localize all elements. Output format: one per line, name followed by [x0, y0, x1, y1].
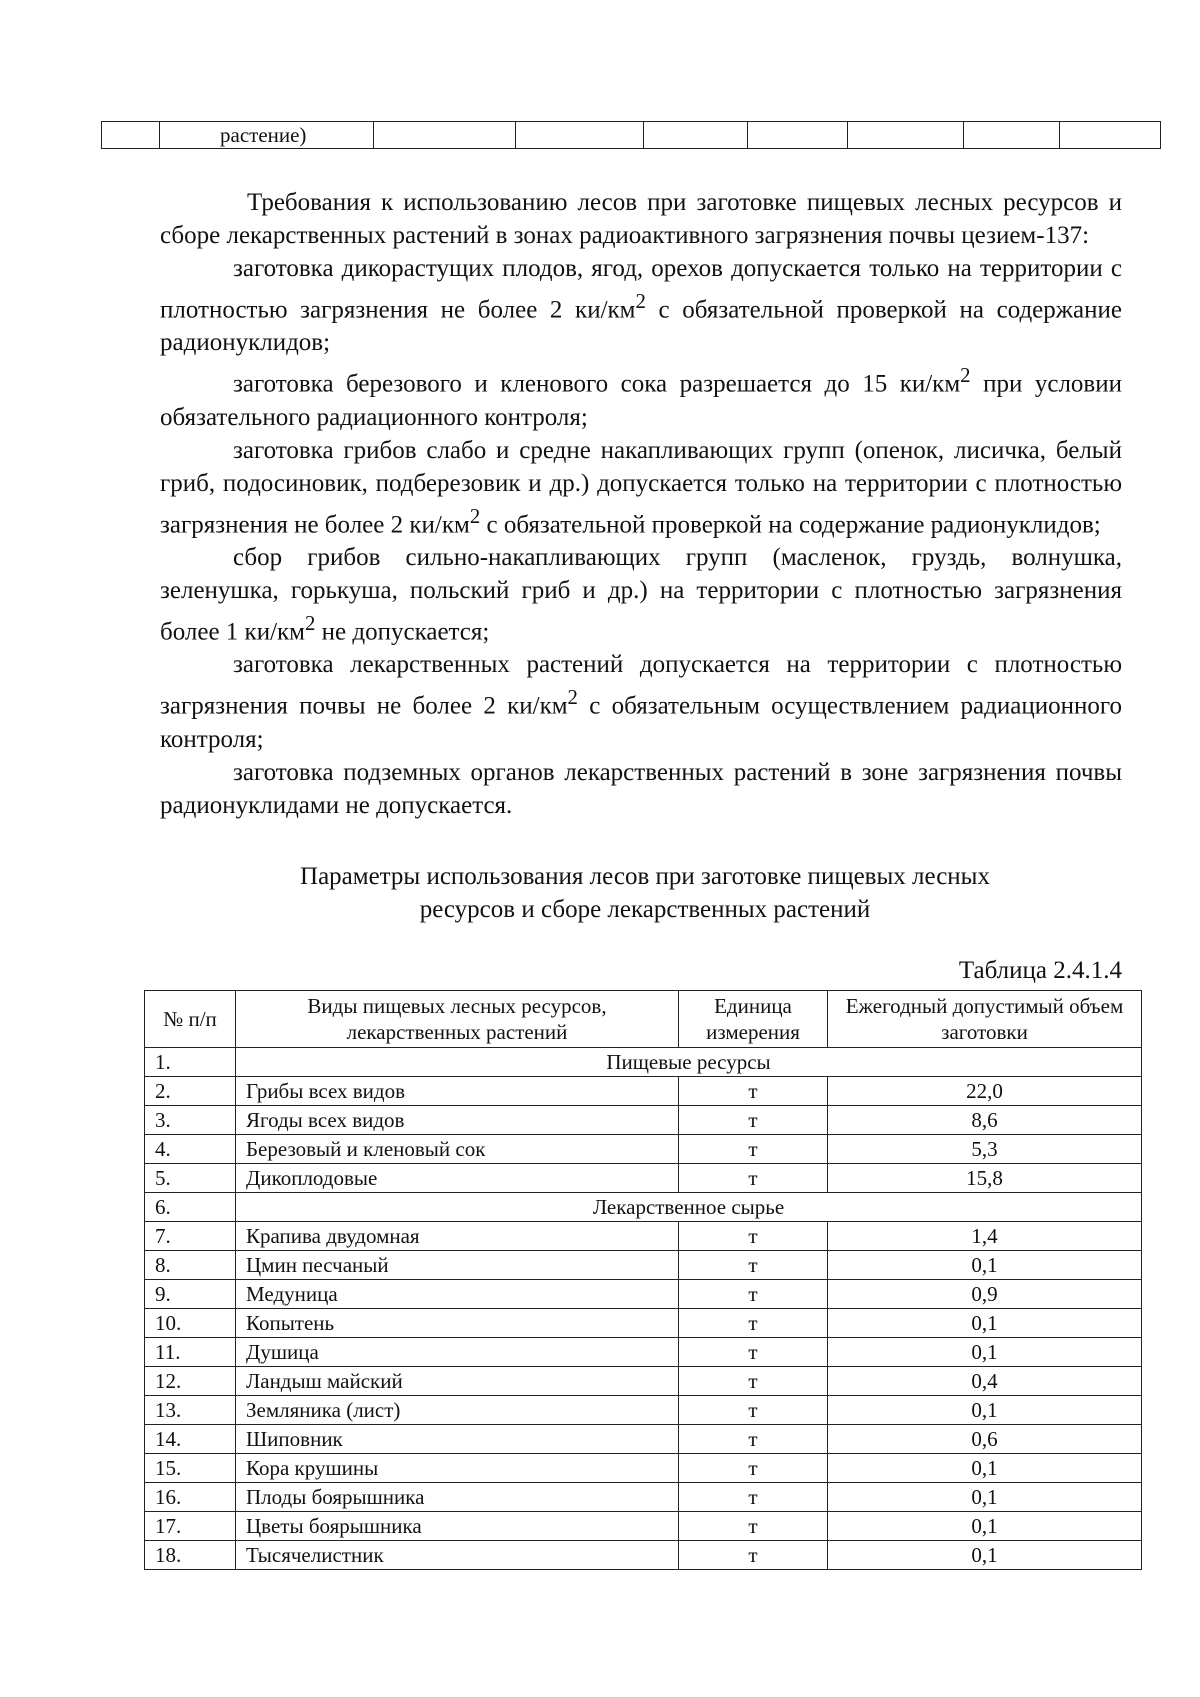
requirement-item: заготовка подземных органов лекарственных растений в зоне загрязнения почвы радионуклидами не допускается. [160, 758, 1122, 819]
volume-cell: 5,3 [828, 1135, 1142, 1164]
requirement-text: заготовка лекарственных растений допускается на территории с плотностью загрязнения почвы не более 2 ки/км [160, 651, 1122, 720]
row-number: 9. [145, 1280, 236, 1309]
table-cell [748, 122, 848, 149]
requirement-text: сбор грибов сильно-накапливающих групп (масленок, груздь, волнушка, зеленушка, горькуша, польский гриб и др.) на территории с плотностью загрязнения более 1 ки/км [160, 543, 1122, 646]
superscript: 2 [567, 685, 578, 710]
volume-cell: 0,9 [828, 1280, 1142, 1309]
superscript: 2 [635, 289, 646, 313]
unit-cell: т [679, 1135, 828, 1164]
row-number: 6. [145, 1193, 236, 1222]
table-title-line: Параметры использования лесов при заготовке пищевых лесных [300, 863, 990, 890]
row-number: 11. [145, 1338, 236, 1367]
resource-name: Кора крушины [236, 1454, 679, 1483]
row-number: 12. [145, 1367, 236, 1396]
table-title [170, 860, 1120, 926]
volume-cell: 15,8 [828, 1164, 1142, 1193]
header-volume: Ежегодный допустимый объем заготовки [828, 991, 1142, 1048]
table-body [145, 1048, 1142, 1570]
resource-name: Грибы всех видов [236, 1077, 679, 1106]
requirement-text: не допускается; [315, 618, 490, 646]
unit-cell: т [679, 1396, 828, 1425]
volume-cell: 0,1 [828, 1338, 1142, 1367]
table-cell [964, 122, 1060, 149]
table-title-line: ресурсов и сборе лекарственных растений [419, 896, 871, 923]
table-row [145, 1222, 1142, 1251]
table-cell [516, 122, 644, 149]
table-row [145, 1367, 1142, 1396]
unit-cell: т [679, 1251, 828, 1280]
requirement-item [160, 434, 1122, 541]
table-row [145, 1280, 1142, 1309]
row-number: 5. [145, 1164, 236, 1193]
unit-cell: т [679, 1454, 828, 1483]
superscript: 2 [305, 610, 316, 635]
previous-table-fragment [101, 121, 1161, 149]
table-cell [374, 122, 516, 149]
unit-cell: т [679, 1106, 828, 1135]
volume-cell: 0,1 [828, 1396, 1142, 1425]
volume-cell: 22,0 [828, 1077, 1142, 1106]
row-number: 1. [145, 1048, 236, 1077]
requirement-text: заготовка березового и кленового сока разрешается до 15 ки/км [233, 370, 961, 398]
unit-cell: т [679, 1512, 828, 1541]
resource-name: Цмин песчаный [236, 1251, 679, 1280]
table-row [145, 1425, 1142, 1454]
volume-cell: 0,6 [828, 1425, 1142, 1454]
row-number: 8. [145, 1251, 236, 1280]
resource-name: Цветы боярышника [236, 1512, 679, 1541]
table-row [145, 1048, 1142, 1077]
resource-name: Тысячелистник [236, 1541, 679, 1570]
unit-cell: т [679, 1164, 828, 1193]
resource-name: Березовый и кленовый сок [236, 1135, 679, 1164]
requirement-text: при условии обязательного радиационного контроля; [160, 370, 1122, 431]
table-cell: растение) [160, 122, 374, 149]
resource-name: Медуница [236, 1280, 679, 1309]
row-number: 18. [145, 1541, 236, 1570]
unit-cell: т [679, 1425, 828, 1454]
requirements-intro: Требования к использованию лесов при заготовке пищевых лесных ресурсов и сборе лекарственных растений в зонах радиоактивного загрязнения почвы цезием-137: [160, 189, 1122, 249]
table-row [145, 1193, 1142, 1222]
volume-cell: 0,1 [828, 1541, 1142, 1570]
table-row [145, 1338, 1142, 1367]
resources-table [144, 990, 1142, 1570]
volume-cell: 0,1 [828, 1251, 1142, 1280]
volume-cell: 0,1 [828, 1454, 1142, 1483]
resource-name: Ягоды всех видов [236, 1106, 679, 1135]
table-cell [1060, 122, 1161, 149]
resource-name: Копытень [236, 1309, 679, 1338]
row-number: 16. [145, 1483, 236, 1512]
row-number: 17. [145, 1512, 236, 1541]
unit-cell: т [679, 1338, 828, 1367]
header-num: № п/п [145, 991, 236, 1048]
row-number: 4. [145, 1135, 236, 1164]
volume-cell: 0,4 [828, 1367, 1142, 1396]
resource-name: Ландыш майский [236, 1367, 679, 1396]
resource-name: Душица [236, 1338, 679, 1367]
resource-name: Крапива двудомная [236, 1222, 679, 1251]
requirement-text: заготовка дикорастущих плодов, ягод, орехов допускается только на территории с плотностью загрязнения не более 2 ки/км [160, 255, 1122, 324]
row-number: 7. [145, 1222, 236, 1251]
table-cell [644, 122, 748, 149]
row-number: 3. [145, 1106, 236, 1135]
table-cell [102, 122, 160, 149]
requirement-item [160, 648, 1122, 755]
header-type: Виды пищевых лесных ресурсов, лекарственных растений [236, 991, 679, 1048]
section-heading: Пищевые ресурсы [236, 1048, 1142, 1077]
table-row [145, 1541, 1142, 1570]
table-number: Таблица 2.4.1.4 [958, 957, 1122, 984]
table-row [145, 1454, 1142, 1483]
row-number: 10. [145, 1309, 236, 1338]
table-row [145, 1396, 1142, 1425]
unit-cell: т [679, 1367, 828, 1396]
requirement-text: с обязательным осуществлением радиационного контроля; [160, 692, 1122, 753]
unit-cell: т [679, 1280, 828, 1309]
requirement-text: с обязательной проверкой на содержание радионуклидов; [160, 296, 1123, 357]
unit-cell: т [679, 1222, 828, 1251]
superscript: 2 [469, 503, 481, 528]
volume-cell: 0,1 [828, 1309, 1142, 1338]
resource-name: Дикоплодовые [236, 1164, 679, 1193]
unit-cell: т [679, 1309, 828, 1338]
resource-name: Плоды боярышника [236, 1483, 679, 1512]
requirement-text: заготовка грибов слабо и средне накапливающих групп (опенок, лисичка, белый гриб, подосиновик, подберезовик и др.) допускается только на территории с плотностью загрязнения не более 2 ки/км [160, 436, 1122, 538]
volume-cell: 0,1 [828, 1483, 1142, 1512]
row-number: 13. [145, 1396, 236, 1425]
header-unit: Единица измерения [679, 991, 828, 1048]
table-row [145, 1106, 1142, 1135]
requirement-item [160, 541, 1122, 648]
row-number: 14. [145, 1425, 236, 1454]
resource-name: Земляника (лист) [236, 1396, 679, 1425]
table-row [145, 1251, 1142, 1280]
unit-cell: т [679, 1483, 828, 1512]
unit-cell: т [679, 1541, 828, 1570]
requirements-text [160, 186, 1122, 822]
row-number: 2. [145, 1077, 236, 1106]
resource-name: Шиповник [236, 1425, 679, 1454]
table-row [145, 1483, 1142, 1512]
volume-cell: 0,1 [828, 1512, 1142, 1541]
table-header-row [145, 991, 1142, 1048]
requirement-text: с обязательной проверкой на содержание радионуклидов; [480, 510, 1101, 538]
volume-cell: 1,4 [828, 1222, 1142, 1251]
table-row [102, 122, 1161, 149]
table-row [145, 1135, 1142, 1164]
table-row [145, 1077, 1142, 1106]
section-heading: Лекарственное сырье [236, 1193, 1142, 1222]
row-number: 15. [145, 1454, 236, 1483]
table-row [145, 1512, 1142, 1541]
table-row [145, 1164, 1142, 1193]
table-cell [848, 122, 964, 149]
requirement-item [160, 359, 1122, 433]
requirement-item [160, 252, 1122, 359]
unit-cell: т [679, 1077, 828, 1106]
superscript: 2 [960, 363, 971, 388]
volume-cell: 8,6 [828, 1106, 1142, 1135]
table-row [145, 1309, 1142, 1338]
